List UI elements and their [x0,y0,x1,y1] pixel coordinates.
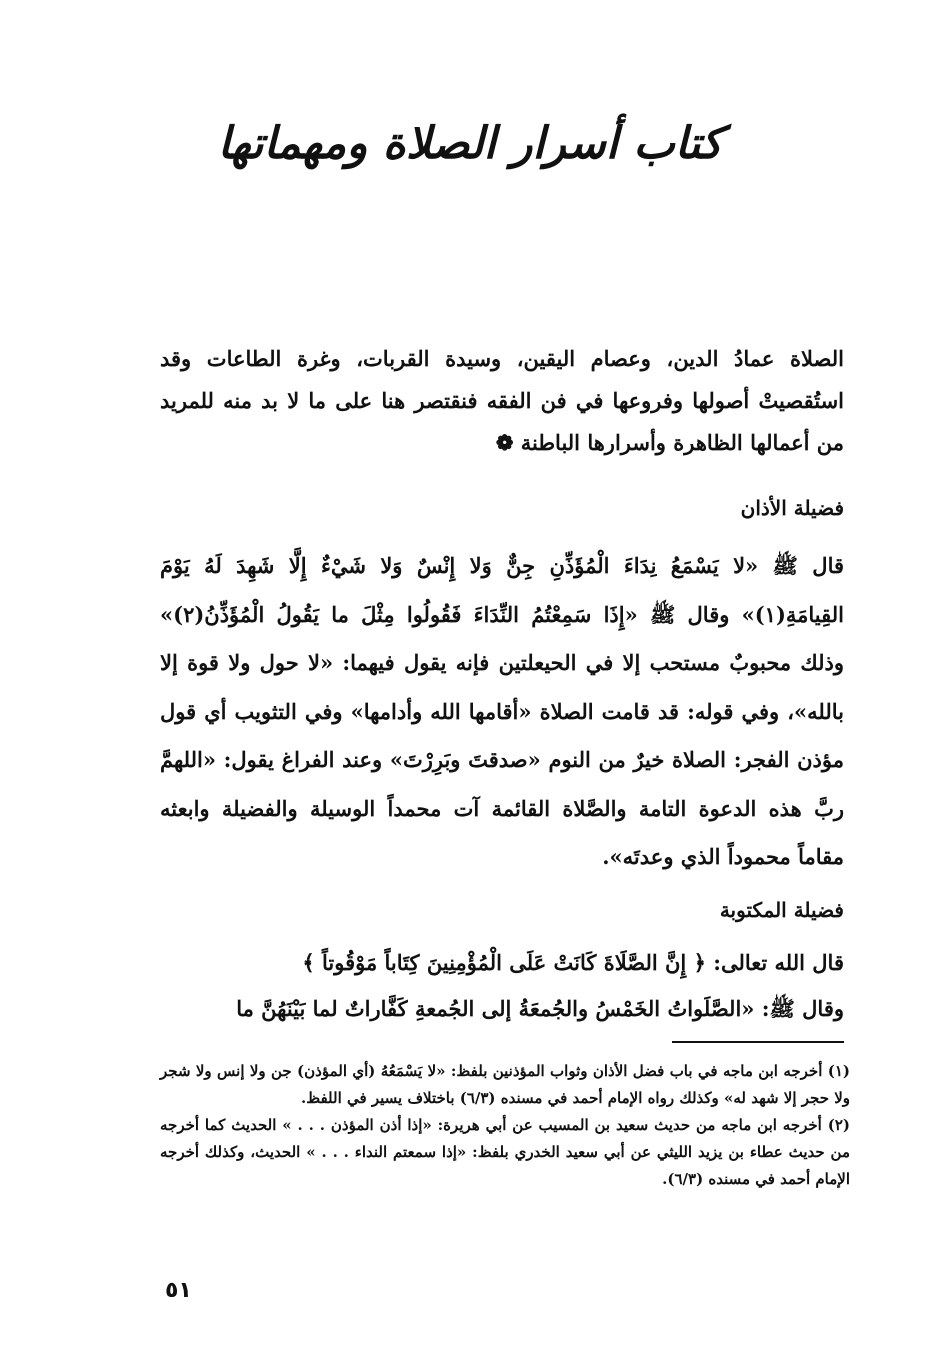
intro-paragraph: الصلاة عمادُ الدين، وعصام اليقين، وسيدة القربات، وغرة الطاعات وقد استُقصيتْ أصولها وفروعها في فن الفقه فنقتصر هنا على ما لا بد منه للمريد من أعمالها الظاهرة وأسرارها الباطنة ❁ [160,346,844,455]
footnote-2: (٢) أخرجه ابن ماجه من حديث سعيد بن المسيب عن أبي هريرة: «إذا أذن المؤذن . . . » الحديث كما أخرجه من حديث عطاء بن يزيد الليثي عن أبي سعيد الخدري بلفظ: «إذا سمعتم النداء . . . » الحديث، وكذلك أخرجه الإمام أحمد في مسنده (٦/٣). [160,1116,850,1188]
page-number: ٥١ [165,1278,192,1303]
footnotes [160,1058,850,1193]
chapter-title: كتاب أسرار الصلاة ومهماتها [217,118,723,169]
section-heading-maktuba: فضيلة المكتوبة [719,898,844,922]
section-heading-adhan: فضيلة الأذان [740,496,844,520]
maktuba-line-2: وقال ﷺ: «الصَّلَواتُ الخَمْسُ والجُمعَةُ إلى الجُمعةِ كَفَّاراتٌ لما بَيْنَهُنَّ ما [236,996,844,1021]
footnote-1: (١) أخرجه ابن ماجه في باب فضل الأذان وثواب المؤذنين بلفظ: «لا يَسْمَعُهُ (أي المؤذن) جن ولا إنس ولا شجر ولا حجر إلا شهد له» وكذلك رواه الإمام أحمد في مسنده (٦/٣) باختلاف يسير في اللفظ. [160,1062,850,1107]
section-text-adhan: قال ﷺ «لا يَسْمَعُ نِدَاءَ الْمُؤَذِّنِ جِنٌّ وَلا إِنْسٌ وَلا شَيْءٌ إِلَّا شَهِدَ لَهُ يَوْمَ القِيامَةِ(١)» وقال ﷺ «إِذَا سَمِعْتُمُ النِّدَاءَ فَقُولُوا مِثْلَ ما يَقُولُ الْمُؤَذِّنُ(٢)» وذلك محبوبٌ مستحب إلا في الحيعلتين فإنه يقول فيهما: «لا حول ولا قوة إلا بالله»، وفي قوله: قد قامت الصلاة «أقامها الله وأدامها» وفي التثويب أي قول مؤذن الفجر: الصلاة خيرٌ من النوم «صدقتَ وبَرِرْتَ» وعند الفراغ يقول: «اللهمَّ ربَّ هذه الدعوة التامة والصَّلاة القائمة آت محمداً الوسيلة والفضيلة وابعثه مقاماً محموداً الذي وعدتَه». [160,553,844,869]
section-text-maktuba [160,940,844,1032]
footnote-divider [672,1041,844,1043]
maktuba-line-1: قال الله تعالى: ﴿ إِنَّ الصَّلَاةَ كَانَتْ عَلَى الْمُؤْمِنِينَ كِتَاباً مَوْقُوتاً ﴾ [302,950,844,975]
